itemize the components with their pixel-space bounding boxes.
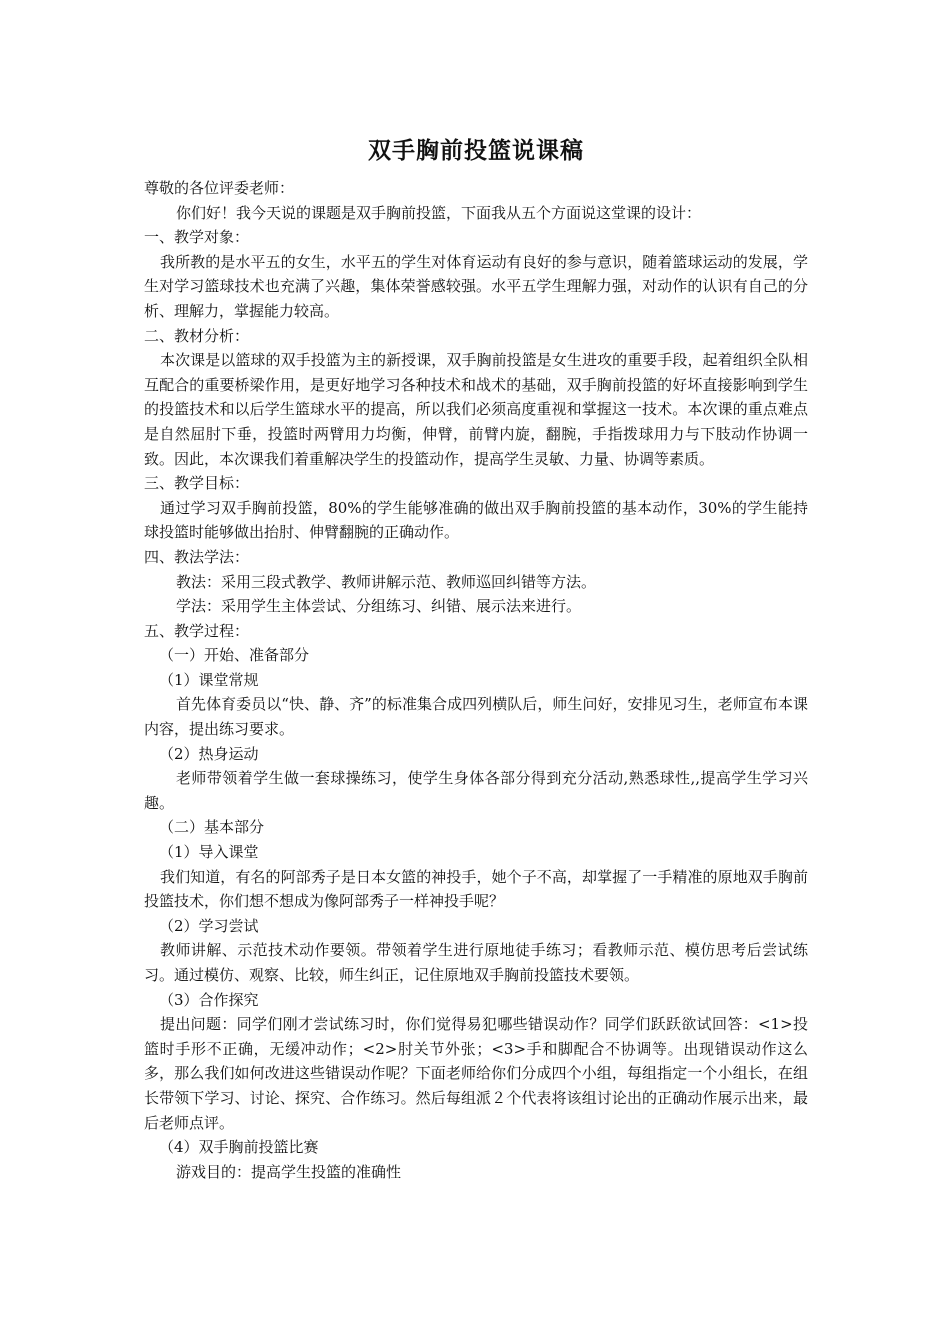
paragraph: 你们好！我今天说的课题是双手胸前投篮，下面我从五个方面说这堂课的设计： <box>176 203 702 222</box>
paragraph: 五、教学过程： <box>144 621 250 640</box>
paragraph: 游戏目的：提高学生投篮的准确性 <box>176 1162 402 1181</box>
paragraph: （3）合作探究 <box>159 990 259 1009</box>
paragraph: 教师讲解、示范技术动作要领。带领着学生进行原地徒手练习；看教师示范、模仿思考后尝试练习。通过模仿、观察、比较，师生纠正，记住原地双手胸前投篮技术要领。 <box>144 941 808 984</box>
document-body <box>144 176 808 1184</box>
paragraph: 首先体育委员以“快、静、齐”的标准集合成四列横队后，师生问好，安排见习生，老师宣布本课内容，提出练习要求。 <box>144 695 808 739</box>
paragraph: 通过学习双手胸前投篮，80%的学生能够准确的做出双手胸前投篮的基本动作，30%的学生能持球投篮时能够做出抬肘、伸臂翻腕的正确动作。 <box>144 498 808 542</box>
paragraph: 三、教学目标： <box>144 474 250 493</box>
paragraph: 我所教的是水平五的女生，水平五的学生对体育运动有良好的参与意识，随着篮球运动的发展，学生对学习篮球技术也充满了兴趣，集体荣誉感较强。水平五学生理解力强，对动作的认识有自己的分析、理解力，掌握能力较高。 <box>144 252 808 320</box>
paragraph: （二）基本部分 <box>159 818 265 837</box>
paragraph: （4）双手胸前投篮比赛 <box>159 1138 319 1157</box>
paragraph: （1）导入课堂 <box>159 843 259 862</box>
paragraph: 教法：采用三段式教学、教师讲解示范、教师巡回纠错等方法。 <box>176 572 597 591</box>
paragraph: （一）开始、准备部分 <box>159 646 310 665</box>
paragraph: 我们知道，有名的阿部秀子是日本女篮的神投手，她个子不高，却掌握了一手精准的原地双手胸前投篮技术，你们想不想成为像阿部秀子一样神投手呢？ <box>144 867 808 911</box>
document-title: 双手胸前投篮说课稿 <box>368 137 584 164</box>
paragraph: 四、教法学法： <box>144 547 250 566</box>
paragraph: 尊敬的各位评委老师： <box>144 179 295 197</box>
paragraph: （2）学习尝试 <box>159 916 259 935</box>
document-page <box>144 136 808 1184</box>
paragraph: 老师带领着学生做一套球操练习，使学生身体各部分得到充分活动,熟悉球性,,提高学生学习兴趣。 <box>144 769 808 812</box>
paragraph: 本次课是以篮球的双手投篮为主的新授课，双手胸前投篮是女生进攻的重要手段，起着组织全队相互配合的重要桥梁作用，是更好地学习各种技术和战术的基础，双手胸前投篮的好坏直接影响到学生的投篮技术和以后学生篮球水平的提高，所以我们必须高度重视和掌握这一技术。本次课的重点难点是自然屈肘下垂，投篮时两臂用力均衡，伸臂，前臂内旋，翻腕，手指拨球用力与下肢动作协调一致。因此，本次课我们着重解决学生的投篮动作，提高学生灵敏、力量、协调等素质。 <box>144 351 808 468</box>
paragraph: 提出问题：同学们刚才尝试练习时，你们觉得易犯哪些错误动作？同学们跃跃欲试回答：<1>投篮时手形不正确，无缓冲动作；<2>肘关节外张；<3>手和脚配合不协调等。出现错误动作这么多，那么我们如何改进这些错误动作呢？下面老师给你们分成四个小组，每组指定一个小组长，在组长带领下学习、讨论、探究、合作练习。然后每组派２个代表将该组讨论出的正确动作展示出来，最后老师点评。 <box>144 1015 808 1132</box>
paragraph: 一、教学对象： <box>144 228 250 247</box>
paragraph: 学法：采用学生主体尝试、分组练习、纠错、展示法来进行。 <box>176 597 582 616</box>
paragraph: 二、教材分析： <box>144 326 250 345</box>
paragraph: （2）热身运动 <box>159 744 259 763</box>
paragraph: （1）课堂常规 <box>159 670 259 689</box>
